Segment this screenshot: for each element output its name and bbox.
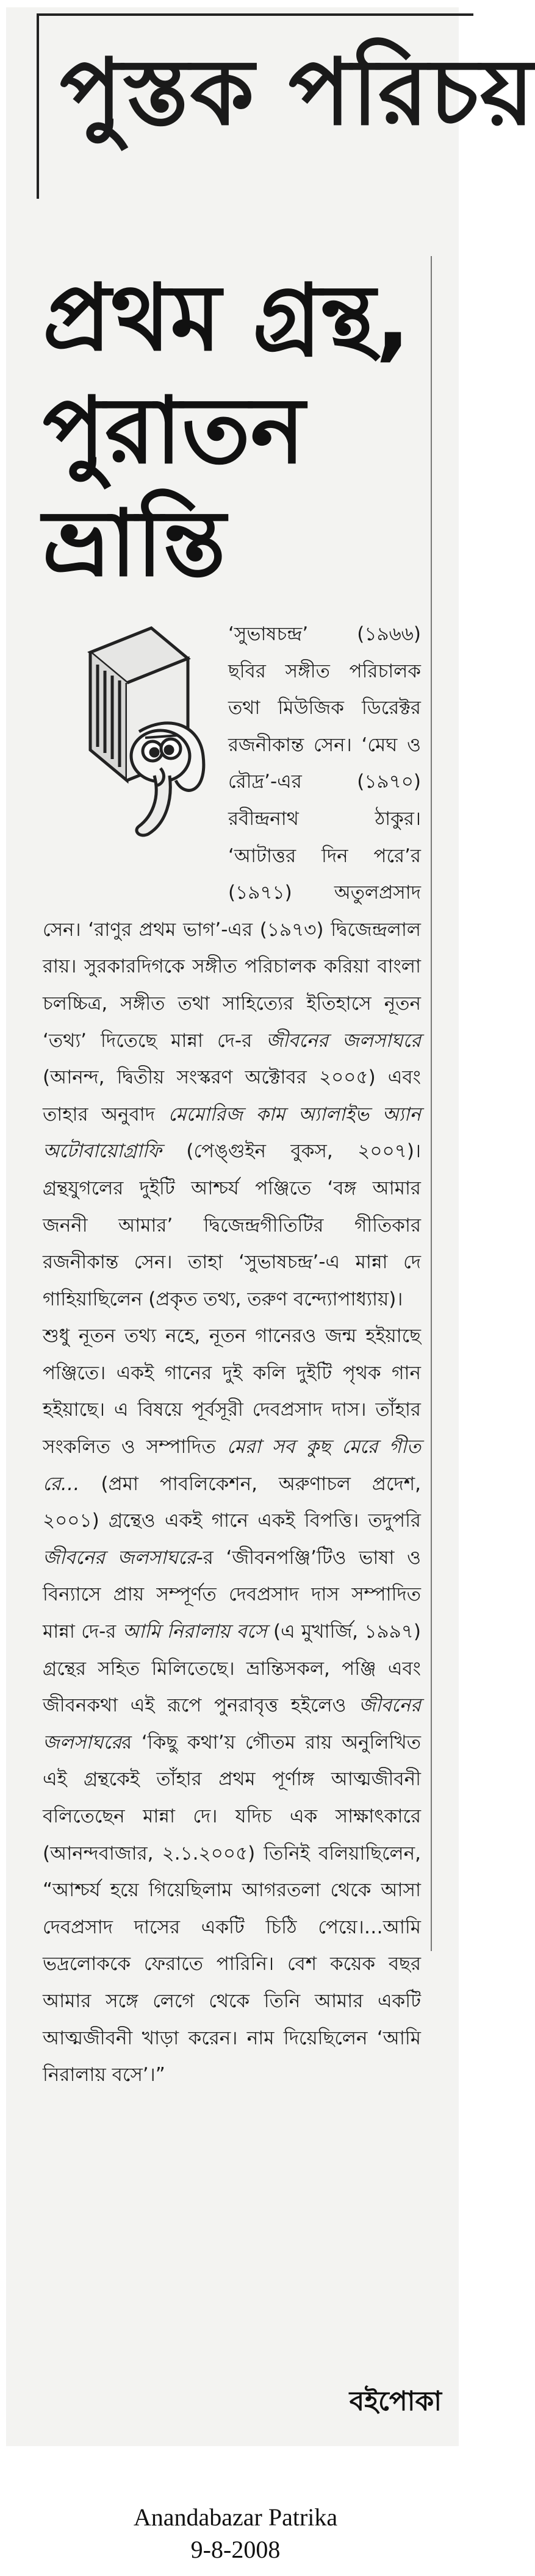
paragraph-2-d: (এ মুখার্জি, ১৯৯৭) গ্রন্থের সহিত মিলিতেছে। ভ্রান্তিসকল, পঞ্জি এবং জীবনকথা এই রূপে পুনরাবৃত্ত হইলেও (43, 1621, 421, 1717)
book-title-jibaner-jalsaghare-2: জীবনের জলসাঘরে (43, 1546, 196, 1569)
byline: বইপোকা (349, 2386, 442, 2417)
paragraph-1-c: (পেঙ্গুইন বুকস, ২০০৭)। গ্রন্থযুগলের দুইটি আশ্চর্য পঞ্জিতে ‘বঙ্গ আমার জননী আমার’ দ্বিজেন্দ্রগীতিটির গীতিকার রজনীকান্ত সেন। তাহা ‘সুভাষচন্দ্র’-এ মান্না দে গাহিয়াছিলেন (প্রকৃত তথ্য, তরুণ বন্দ্যোপাধ্যায়)। (43, 1140, 422, 1310)
paragraph-2-c: -র ‘জীবনপঞ্জি’টিও ভাষা ও বিন্যাসে প্রায় সম্পূর্ণত দেবপ্রসাদ দাস সম্পাদিত মান্না দে-র (43, 1546, 422, 1643)
paragraph-1: ‘সুভাষচন্দ্র’ (১৯৬৬) ছবির সঙ্গীত পরিচালক তথা মিউজিক ডিরেক্টর রজনীকান্ত সেন। ‘মেঘ ও রৌদ্র’-এর (১৯৭০) রবীন্দ্রনাথ ঠাকুর। ‘আটাত্তর দিন পরে’র (১৯৭১) অতুলপ্রসাদ সেন। ‘রাণুর প্রথম ভাগ’-এর (১৯৭৩) দ্বিজেন্দ্রলাল রায়। সুরকারদিগকে সঙ্গীত পরিচালক করিয়া বাংলা চলচ্চিত্র, সঙ্গীত তথা সাহিত্যের ইতিহাসে নূতন ‘তথ্য’ দিতেছে মান্না দে-র (43, 623, 421, 1052)
book-title-memories: মেমোরিজ কাম অ্যালাইভ অ্যান অটোবায়োগ্রাফি (43, 1103, 422, 1163)
book-title-jibaner-jalsaghare-3: জীবনের জলসাঘরে (43, 1694, 421, 1754)
book-title-jibaner-jalsaghare: জীবনের জলসাঘরে (266, 1029, 422, 1052)
paragraph-2-b: (প্রমা পাবলিকেশন, অরুণাচল প্রদেশ, ২০০১) গ্রন্থেও একই গানে একই বিপত্তি। তদুপরি (43, 1472, 421, 1532)
headline-line-3: ভ্রান্তি (43, 491, 226, 597)
headline (43, 262, 421, 601)
illustration-spacer (43, 616, 220, 875)
section-header (37, 13, 535, 199)
column-rule (431, 256, 432, 1951)
source-date: 9-8-2008 (190, 2536, 281, 2563)
book-title-mera-sab-kuchh: মেরা সব কুছ মেরে গীত রে… (43, 1436, 421, 1495)
book-title-ami-niralay-bose: আমি নিরালায় বসে (122, 1621, 267, 1643)
paragraph-2-e: র ‘কিছু কথা’য় গৌতম রায় অনুলিখিত এই গ্রন্থকেই তাঁহার প্রথম পূর্ণাঙ্গ আত্মজীবনী বলিতেছেন মান্না দে। যদিচ এক সাক্ষাৎকারে (আনন্দবাজার, ২.১.২০০৫) তিনিই বলিয়াছিলেন, “আশ্চর্য হয়ে গিয়েছিলাম আগরতলা থেকে আসা দেবপ্রসাদ দাসের একটি চিঠি পেয়ে।…আমি ভদ্রলোককে ফেরাতে পারিনি। বেশ কয়েক বছর আমার সঙ্গে লেগে থেকে তিনি আমার একটি আত্মজীবনী খাড়া করেন। নাম দিয়েছিলেন ‘আমি নিরালায় বসে’।” (43, 1731, 421, 2086)
paragraph-2: শুধু নূতন তথ্য নহে, নূতন গানেরও জন্ম হইয়াছে পঞ্জিতে। একই গানের দুই কলি দুইটি পৃথক গান হইয়াছে। এ বিষয়ে পূর্বসূরী দেবপ্রসাদ দাস। তাঁহার সংকলিত ও সম্পাদিত (43, 1325, 421, 1458)
section-title: পুস্তক পরিচয় (60, 40, 535, 146)
paragraph-1-b: (আনন্দ, দ্বিতীয় সংস্করণ অক্টোবর ২০০৫) এবং তাহার অনুবাদ (43, 1066, 421, 1126)
headline-line-1: প্রথম গ্রন্থ, (43, 265, 411, 371)
headline-line-2: পুরাতন (43, 378, 305, 484)
article-body (43, 616, 421, 2094)
source-publication: Anandabazar Patrika (133, 2503, 338, 2531)
